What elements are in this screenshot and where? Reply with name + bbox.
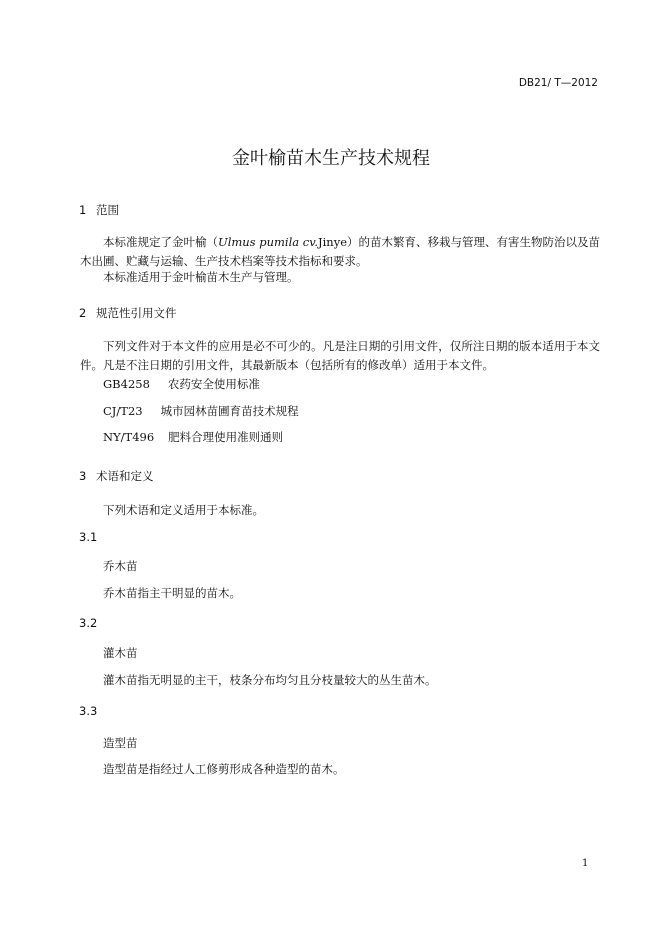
page-number: 1 bbox=[582, 858, 589, 869]
terms-intro: 下列术语和定义适用于本标准。 bbox=[103, 503, 264, 517]
scope-text-pre: 本标准规定了金叶榆（ bbox=[103, 235, 218, 249]
section-heading-scope bbox=[79, 202, 119, 218]
section-number: 2 bbox=[79, 306, 87, 320]
scope-applicability: 本标准适用于金叶榆苗木生产与管理。 bbox=[103, 270, 299, 284]
reference-item bbox=[103, 402, 299, 421]
section-title: 术语和定义 bbox=[96, 469, 154, 483]
reference-name: 城市园林苗圃育苗技术规程 bbox=[160, 404, 299, 418]
standard-code: DB21/ T—2012 bbox=[518, 77, 598, 89]
section-number: 1 bbox=[79, 203, 87, 217]
scope-paragraph bbox=[80, 233, 600, 271]
section-heading-normative-references bbox=[79, 305, 177, 321]
section-heading-terms-definitions bbox=[79, 468, 154, 484]
term-number: 3.3 bbox=[79, 704, 98, 718]
reference-code: GB4258 bbox=[103, 377, 150, 391]
section-title: 范围 bbox=[96, 203, 119, 217]
reference-code: CJ/T23 bbox=[103, 404, 143, 418]
scope-text-post: Jinye）的苗木繁育、移栽与管理、有害生物防治以及苗木出圃、贮藏与运输、生产技术档案等技术指标和要求。 bbox=[80, 235, 601, 268]
term-number: 3.2 bbox=[79, 616, 98, 630]
reference-item bbox=[103, 428, 283, 447]
reference-name: 肥料合理使用准则通则 bbox=[168, 430, 284, 444]
reference-code: NY/T496 bbox=[103, 430, 155, 444]
term-definition: 乔木苗指主干明显的苗木。 bbox=[103, 586, 241, 600]
term-name: 乔木苗 bbox=[103, 559, 138, 573]
section-title: 规范性引用文件 bbox=[96, 306, 177, 320]
term-definition: 造型苗是指经过人工修剪形成各种造型的苗木。 bbox=[103, 762, 345, 776]
reference-name: 农药安全使用标准 bbox=[167, 377, 260, 391]
latin-name: Ulmus pumila cv. bbox=[218, 235, 319, 249]
references-paragraph: 下列文件对于本文件的应用是必不可少的。凡是注日期的引用文件，仅所注日期的版本适用于本文件。凡是不注日期的引用文件，其最新版本（包括所有的修改单）适用于本文件。 bbox=[80, 339, 600, 372]
section-number: 3 bbox=[79, 469, 87, 483]
term-name: 灌木苗 bbox=[103, 646, 138, 660]
term-number: 3.1 bbox=[79, 530, 98, 544]
term-definition: 灌木苗指无明显的主干，枝条分布均匀且分枝量较大的丛生苗木。 bbox=[103, 673, 437, 687]
document-title: 金叶榆苗木生产技术规程 bbox=[232, 148, 430, 169]
term-name: 造型苗 bbox=[103, 736, 138, 750]
reference-item bbox=[103, 375, 260, 394]
